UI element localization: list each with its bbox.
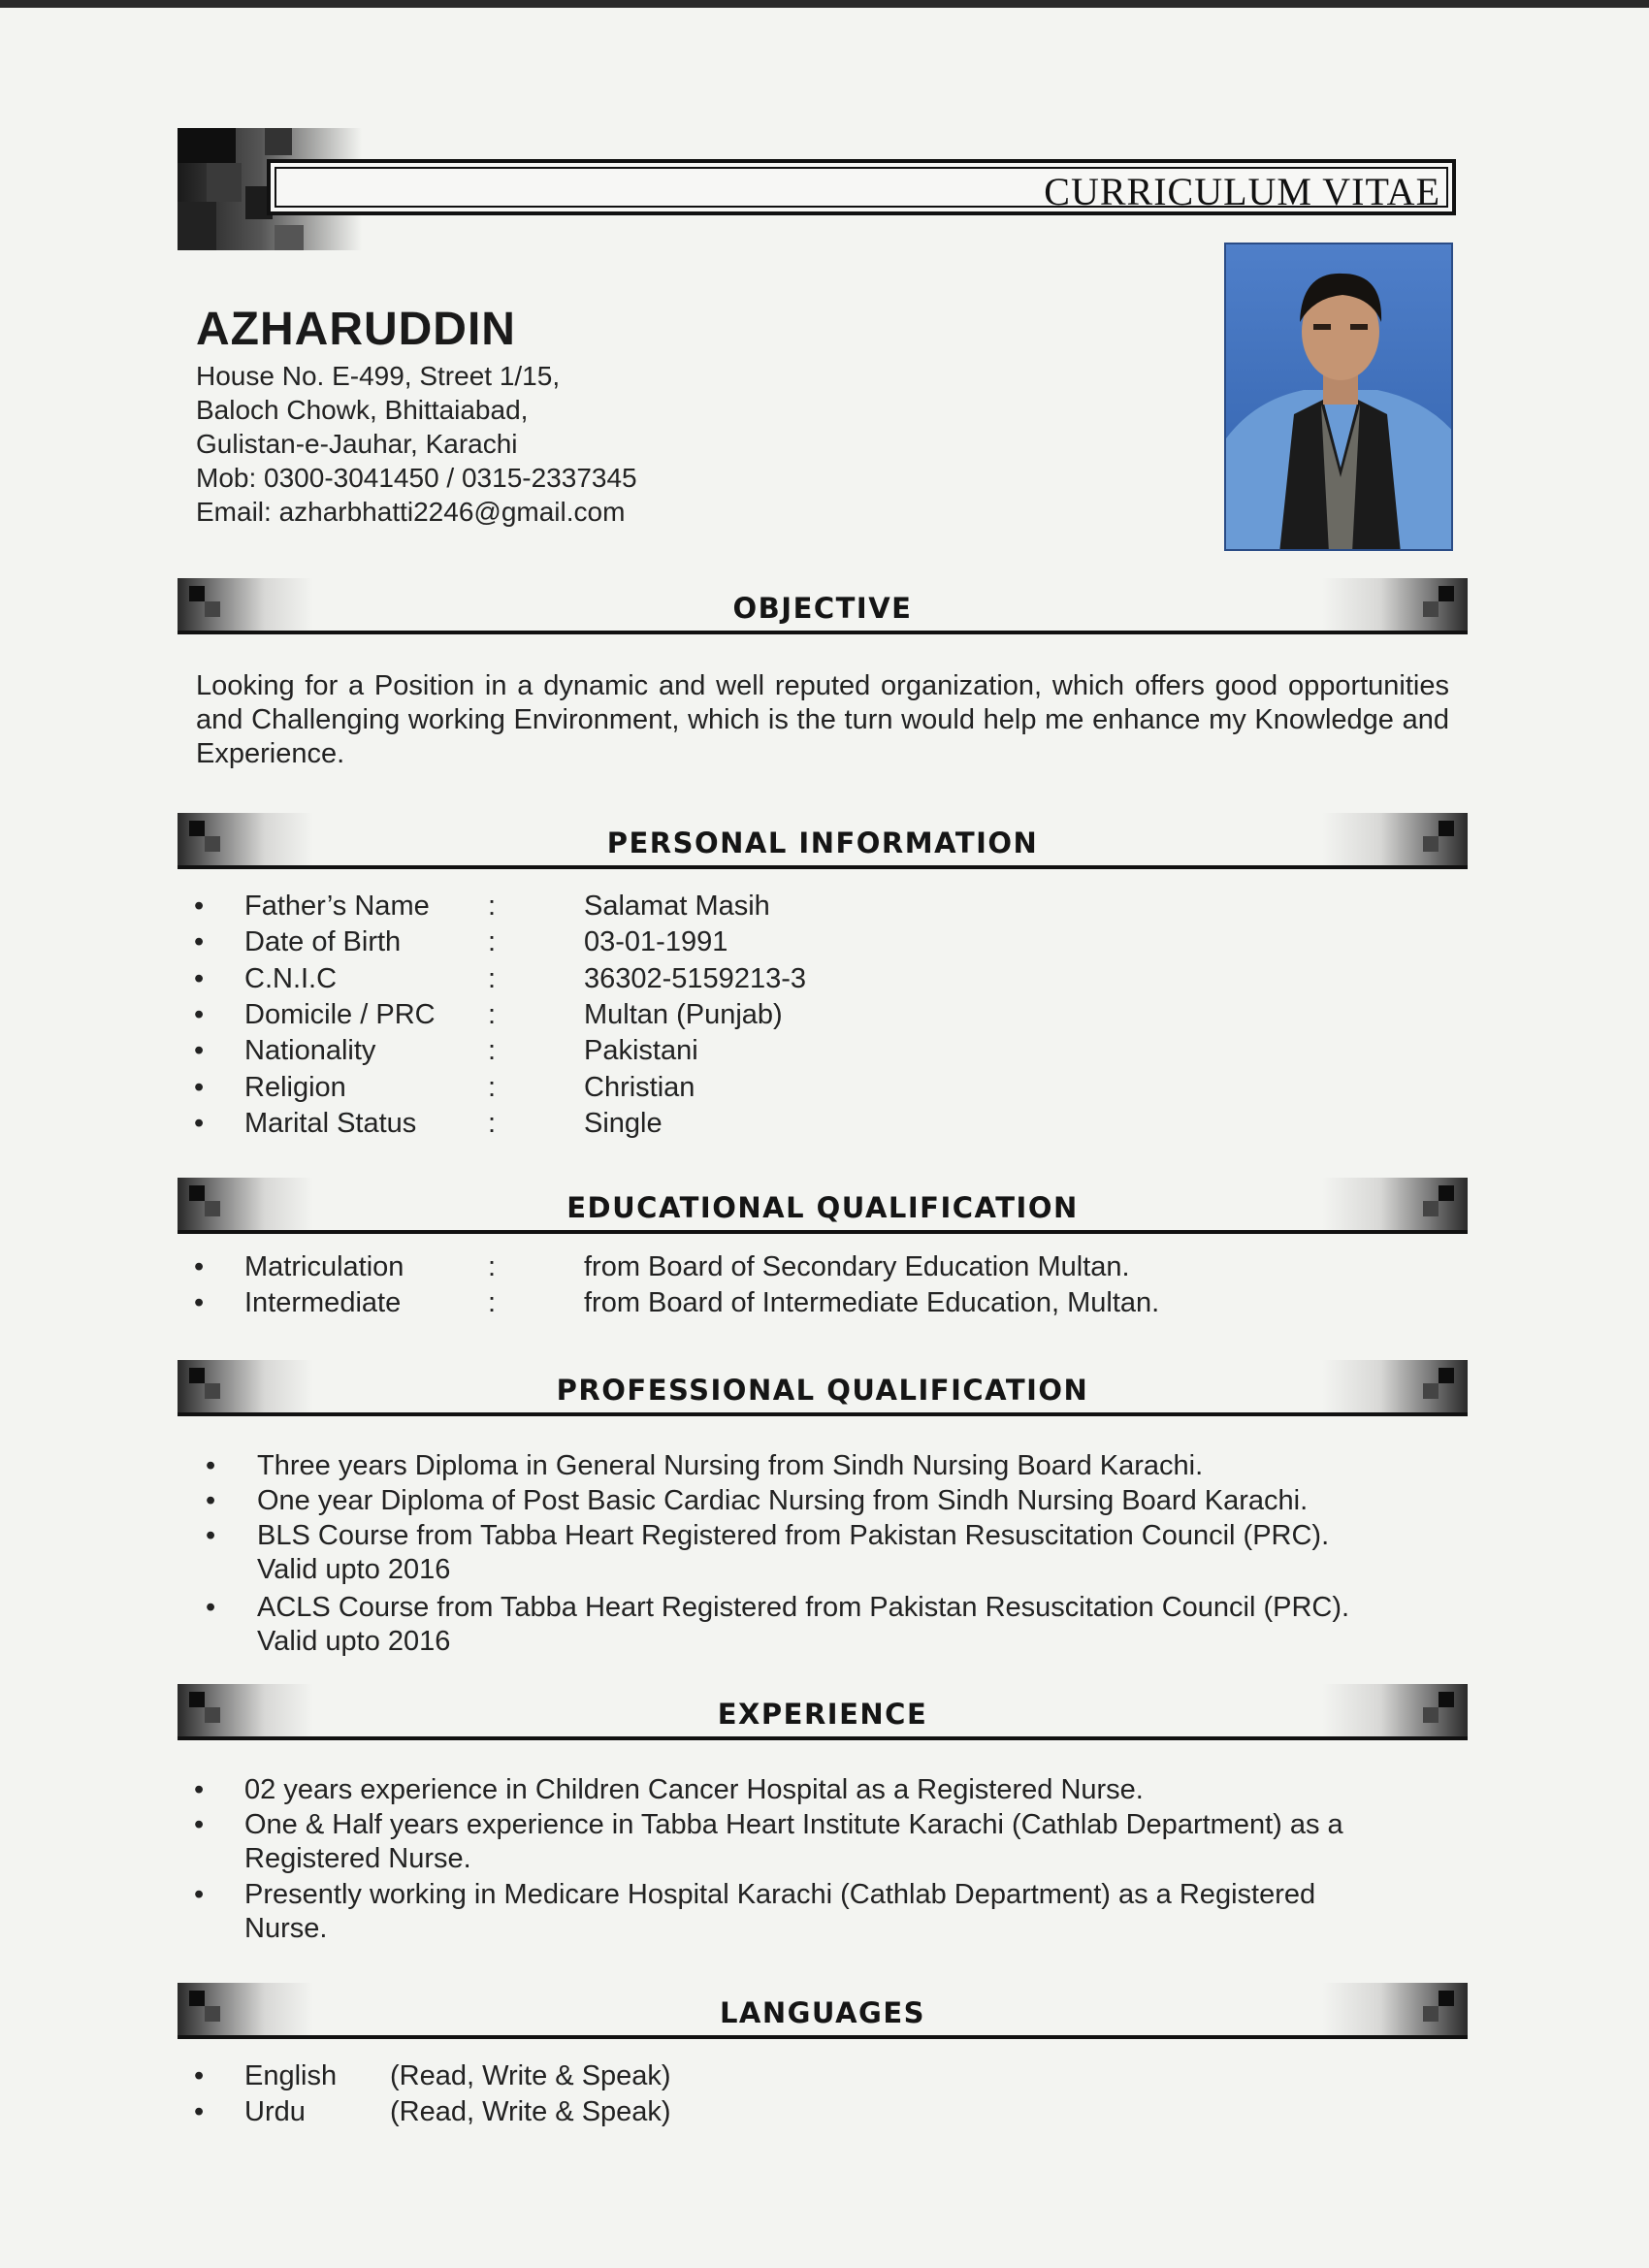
list-item-text: BLS Course from Tabba Heart Registered from Pakistan Resuscitation Council (PRC). Valid upto 2016 xyxy=(257,1520,1330,1585)
section-bar-professional xyxy=(178,1360,1468,1416)
phone-line: Mob: 0300-3041450 / 0315-2337345 xyxy=(196,463,637,493)
info-value: Multan (Punjab) xyxy=(584,998,783,1030)
section-bar-objective xyxy=(178,578,1468,634)
bullet-icon: • xyxy=(194,998,205,1030)
info-value: 36302-5159213-3 xyxy=(584,962,806,994)
language-skill: (Read, Write & Speak) xyxy=(390,2060,671,2091)
list-item-text: One & Half years experience in Tabba Heart Institute Karachi (Cathlab Department) as a Registered Nurse. xyxy=(244,1809,1343,1874)
section-title: PERSONAL INFORMATION xyxy=(606,826,1039,859)
bullet-icon: • xyxy=(194,1035,205,1067)
info-value: from Board of Intermediate Education, Multan. xyxy=(584,1287,1160,1319)
colon-separator: : xyxy=(488,926,497,958)
bullet-icon: • xyxy=(194,2060,205,2091)
address-line: Baloch Chowk, Bhittaiabad, xyxy=(196,395,529,425)
colon-separator: : xyxy=(488,1251,497,1282)
info-value: Salamat Masih xyxy=(584,891,770,922)
info-value: 03-01-1991 xyxy=(584,926,728,958)
cv-title-banner xyxy=(178,128,1458,250)
colon-separator: : xyxy=(488,1287,497,1319)
section-title: EXPERIENCE xyxy=(717,1698,928,1731)
bullet-icon: • xyxy=(206,1485,216,1516)
list-item-text: One year Diploma of Post Basic Cardiac Nursing from Sindh Nursing Board Karachi. xyxy=(257,1485,1309,1516)
cv-title: CURRICULUM VITAE xyxy=(1044,170,1440,213)
info-label: Marital Status xyxy=(244,1107,417,1139)
bullet-icon: • xyxy=(194,962,205,994)
info-label: Intermediate xyxy=(244,1287,402,1319)
section-title: PROFESSIONAL QUALIFICATION xyxy=(556,1374,1089,1407)
bullet-icon: • xyxy=(194,891,205,922)
bullet-icon: • xyxy=(194,1774,205,1805)
objective-text: Looking for a Position in a dynamic and well reputed organization, which offers good opportunities and Challenging working Environment, which is the turn would help me enhance my Knowledge and Experience. xyxy=(196,670,1449,769)
info-value: from Board of Secondary Education Multan. xyxy=(584,1251,1130,1282)
info-label: Religion xyxy=(244,1071,346,1103)
candidate-name: AZHARUDDIN xyxy=(196,304,516,355)
info-label: Domicile / PRC xyxy=(244,998,436,1030)
bullet-icon: • xyxy=(194,1287,205,1319)
list-item-text: Presently working in Medicare Hospital Karachi (Cathlab Department) as a Registered Nurse. xyxy=(244,1879,1316,1944)
section-bar-education xyxy=(178,1178,1468,1234)
person-portrait-icon xyxy=(1226,244,1453,551)
address-line: Gulistan-e-Jauhar, Karachi xyxy=(196,429,518,459)
language-name: English xyxy=(244,2060,338,2091)
colon-separator: : xyxy=(488,1107,497,1139)
bullet-icon: • xyxy=(194,926,205,958)
info-label: Nationality xyxy=(244,1035,376,1067)
info-value: Christian xyxy=(584,1071,695,1103)
colon-separator: : xyxy=(488,1071,497,1103)
scan-top-edge xyxy=(0,0,1649,8)
list-item-text: 02 years experience in Children Cancer Hospital as a Registered Nurse. xyxy=(244,1774,1144,1805)
bullet-icon: • xyxy=(194,1251,205,1282)
info-label: Father’s Name xyxy=(244,891,430,922)
bullet-icon: • xyxy=(194,1879,205,1910)
section-bar-languages xyxy=(178,1983,1468,2039)
info-value: Single xyxy=(584,1107,663,1139)
section-title: LANGUAGES xyxy=(719,1996,926,2029)
bullet-icon: • xyxy=(194,2096,205,2127)
colon-separator: : xyxy=(488,1035,497,1067)
profile-photo xyxy=(1224,243,1453,551)
list-item-text: ACLS Course from Tabba Heart Registered from Pakistan Resuscitation Council (PRC). Valid upto 2016 xyxy=(257,1592,1350,1657)
contact-block xyxy=(196,359,637,529)
info-value: Pakistani xyxy=(584,1035,698,1067)
colon-separator: : xyxy=(488,962,497,994)
email-line: Email: azharbhatti2246@gmail.com xyxy=(196,497,626,527)
info-label: Date of Birth xyxy=(244,926,402,958)
cv-title-frame xyxy=(267,159,1456,215)
bullet-icon: • xyxy=(206,1592,216,1623)
info-label: C.N.I.C xyxy=(244,962,338,994)
info-label: Matriculation xyxy=(244,1251,404,1282)
bullet-icon: • xyxy=(194,1071,205,1103)
address-line: House No. E-499, Street 1/15, xyxy=(196,361,561,391)
bullet-icon: • xyxy=(206,1450,216,1481)
colon-separator: : xyxy=(488,891,497,922)
section-bar-personal-information xyxy=(178,813,1468,869)
colon-separator: : xyxy=(488,998,497,1030)
bullet-icon: • xyxy=(194,1107,205,1139)
language-skill: (Read, Write & Speak) xyxy=(390,2096,671,2127)
list-item-text: Three years Diploma in General Nursing from Sindh Nursing Board Karachi. xyxy=(257,1450,1204,1481)
section-title: OBJECTIVE xyxy=(732,592,913,625)
section-title: EDUCATIONAL QUALIFICATION xyxy=(566,1191,1079,1224)
section-bar-experience xyxy=(178,1684,1468,1740)
bullet-icon: • xyxy=(206,1520,216,1551)
language-name: Urdu xyxy=(244,2096,306,2127)
bullet-icon: • xyxy=(194,1809,205,1840)
